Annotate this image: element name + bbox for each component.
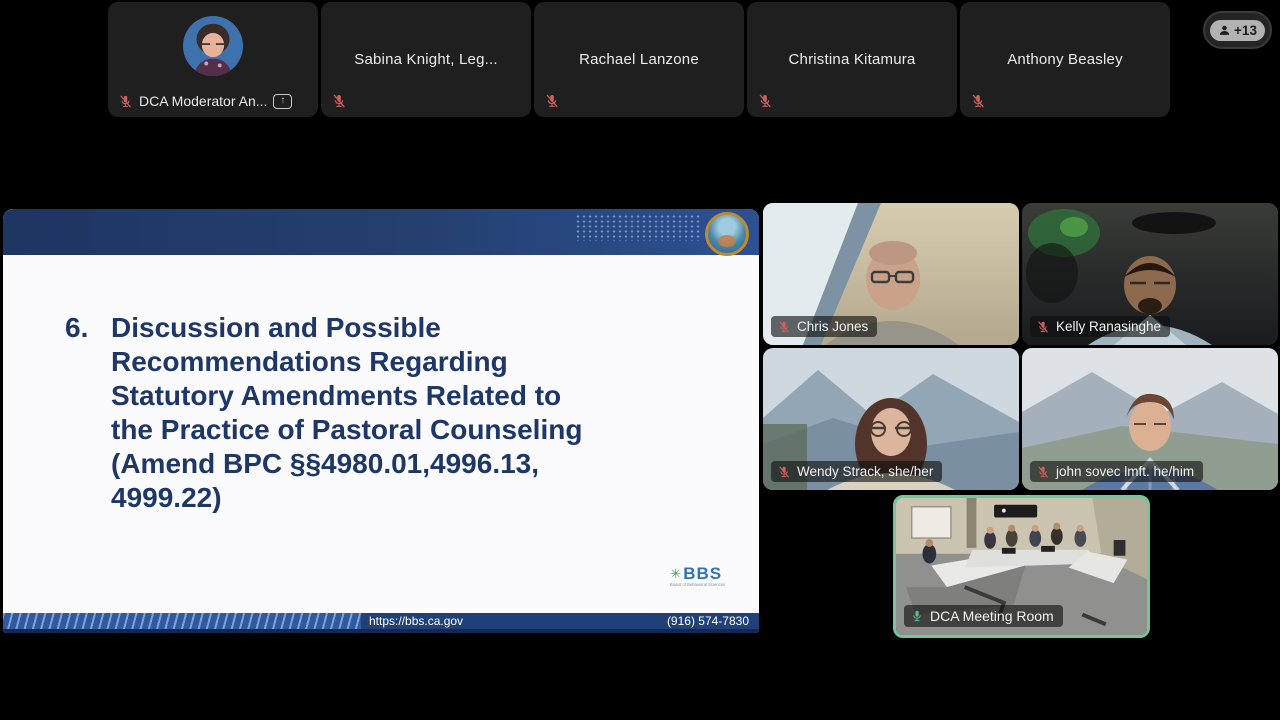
participant-name: Anthony Beasley (1007, 51, 1123, 68)
participant-name: Christina Kitamura (788, 51, 916, 68)
slide-bottom-strip (3, 629, 759, 633)
video-tile-kelly-ranasinghe[interactable] (1022, 203, 1278, 345)
participant-name: DCA Meeting Room (930, 608, 1054, 624)
mic-on-icon (910, 609, 924, 623)
bbs-logo-text: BBS (683, 564, 723, 583)
avatar (108, 15, 318, 77)
muted-mic-icon (1036, 320, 1050, 334)
muted-mic-icon (757, 93, 773, 109)
video-tile-wendy-strack[interactable] (763, 348, 1019, 490)
muted-mic-icon (544, 93, 560, 109)
muted-mic-icon (118, 94, 133, 109)
muted-mic-icon (970, 93, 986, 109)
participant-name: Rachael Lanzone (579, 51, 699, 68)
muted-mic-icon (777, 465, 791, 479)
slide-title-text: Discussion and Possible Recommendations Regarding Statutory Amendments Related to the Practice of Pastoral Counseling (Amend BPC §§4980.01,4996.13, 4999.22) (111, 312, 583, 513)
california-state-seal-icon (705, 212, 749, 256)
screen-share-icon: ↑ (273, 94, 292, 109)
dots-pattern-decoration (575, 214, 703, 241)
participant-name: Sabina Knight, Leg... (354, 51, 498, 68)
participant-name: Chris Jones (797, 319, 869, 334)
slide-footer-url: https://bbs.ca.gov (369, 614, 464, 628)
participant-name: Kelly Ranasinghe (1056, 319, 1162, 334)
participant-tile-rachael-lanzone[interactable] (534, 2, 744, 117)
participant-tile-dca-moderator[interactable] (108, 2, 318, 117)
participant-tile-anthony-beasley[interactable] (960, 2, 1170, 117)
participant-name: john sovec lmft. he/him (1056, 464, 1195, 479)
muted-mic-icon (1036, 465, 1050, 479)
overflow-count: +13 (1234, 22, 1257, 38)
video-tile-john-sovec[interactable] (1022, 348, 1278, 490)
shared-screen-slide (3, 209, 759, 633)
slide-title (65, 311, 729, 515)
muted-mic-icon (331, 93, 347, 109)
video-tile-chris-jones[interactable] (763, 203, 1019, 345)
slide-title-number: 6. (65, 312, 89, 343)
slide-footer-phone: (916) 574-7830 (666, 614, 749, 628)
overflow-participants-badge[interactable] (1203, 11, 1272, 49)
video-tile-dca-meeting-room[interactable] (893, 495, 1150, 638)
slide-header-band (3, 209, 759, 255)
participant-name: Wendy Strack, she/her (797, 464, 934, 479)
bbs-logo-mark-icon: ✳ (670, 566, 682, 581)
participant-tile-christina-kitamura[interactable] (747, 2, 957, 117)
bbs-logo (670, 565, 749, 589)
participant-tile-sabina-knight[interactable] (321, 2, 531, 117)
diagonal-stripes-decoration (3, 613, 361, 629)
slide-footer-bar (3, 613, 759, 629)
participant-name: DCA Moderator An... (139, 93, 268, 109)
muted-mic-icon (777, 320, 791, 334)
bbs-logo-tagline: Board of Behavioral Sciences (670, 583, 726, 588)
person-icon (1218, 24, 1231, 37)
